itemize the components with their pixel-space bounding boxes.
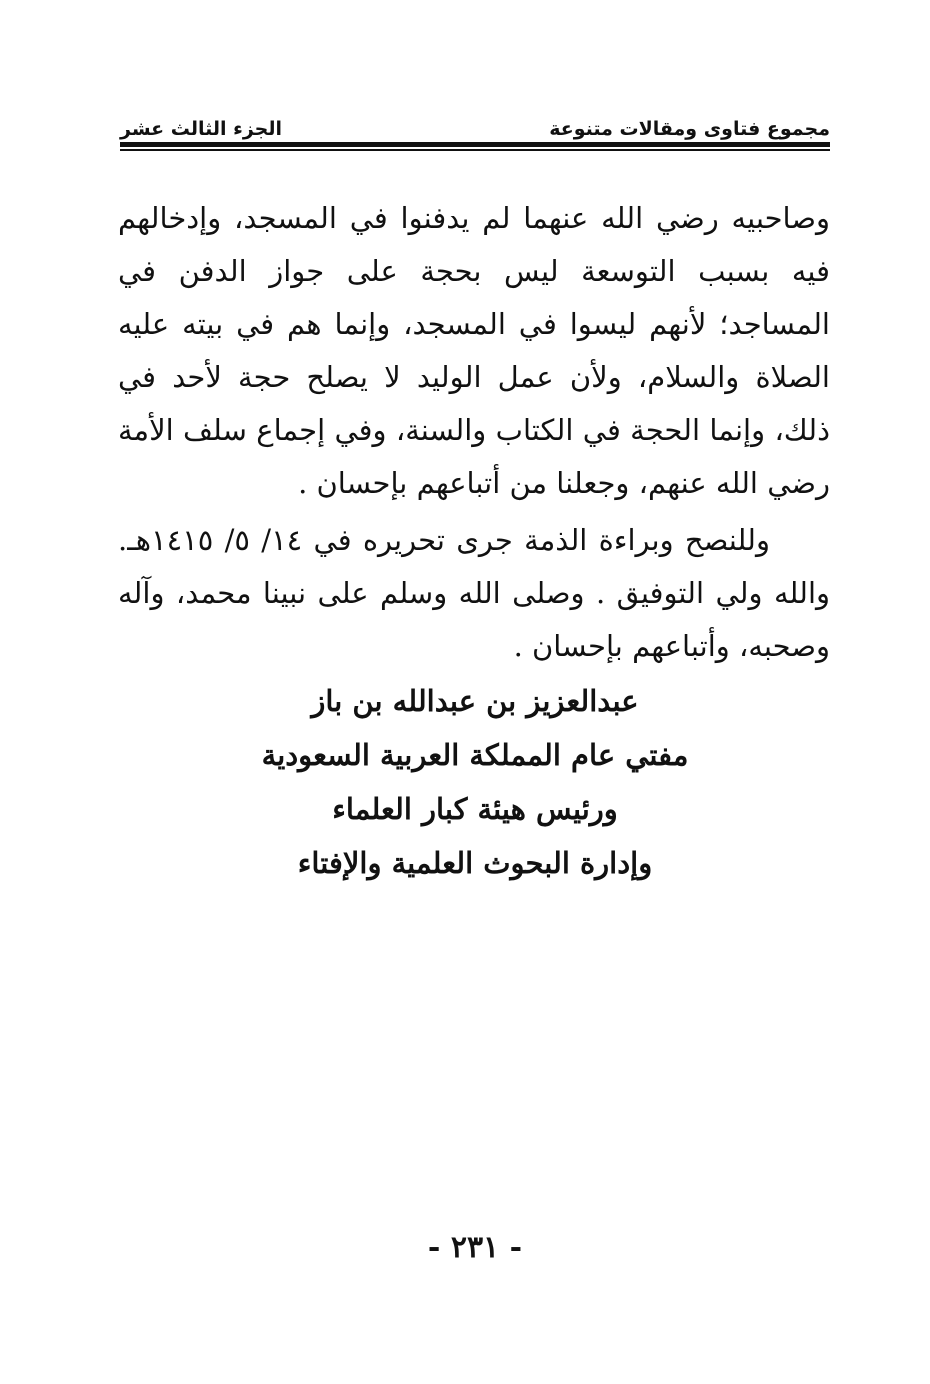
header-rule-thick <box>120 142 830 147</box>
signature-title-2: ورئيس هيئة كبار العلماء <box>332 792 618 826</box>
signature-title-3: وإدارة البحوث العلمية والإفتاء <box>297 846 653 880</box>
header-volume: الجزء الثالث عشر <box>120 118 283 140</box>
paragraph-2: وللنصح وبراءة الذمة جرى تحريره في ١٤/ ٥/ ١٤١٥هـ. والله ولي التوفيق . وصلى الله وسلم على نبينا محمد، وآله وصحبه، وأتباعهم بإحسان . <box>118 523 830 663</box>
signature-title-1: مفتي عام المملكة العربية السعودية <box>261 738 689 772</box>
header-rule-thin <box>120 149 830 151</box>
running-header <box>120 110 830 140</box>
paragraph-1: وصاحبيه رضي الله عنهما لم يدفنوا في المسجد، وإدخالهم فيه بسبب التوسعة ليس بحجة على جواز الدفن في المساجد؛ لأنهم ليسوا في المسجد، وإنما هم في بيته عليه الصلاة والسلام، ولأن عمل الوليد لا يصلح حجة لأحد في ذلك، وإنما الحجة في الكتاب والسنة، وفي إجماع سلف الأمة رضي الله عنهم، وجعلنا من أتباعهم بإحسان . <box>118 201 830 500</box>
signature-name: عبدالعزيز بن عبدالله بن باز <box>311 684 639 718</box>
body-text <box>118 192 830 673</box>
page-number: - ٢٣١ - <box>427 1230 523 1265</box>
header-book-title: مجموع فتاوى ومقالات متنوعة <box>549 118 830 140</box>
signature-block <box>120 674 830 890</box>
